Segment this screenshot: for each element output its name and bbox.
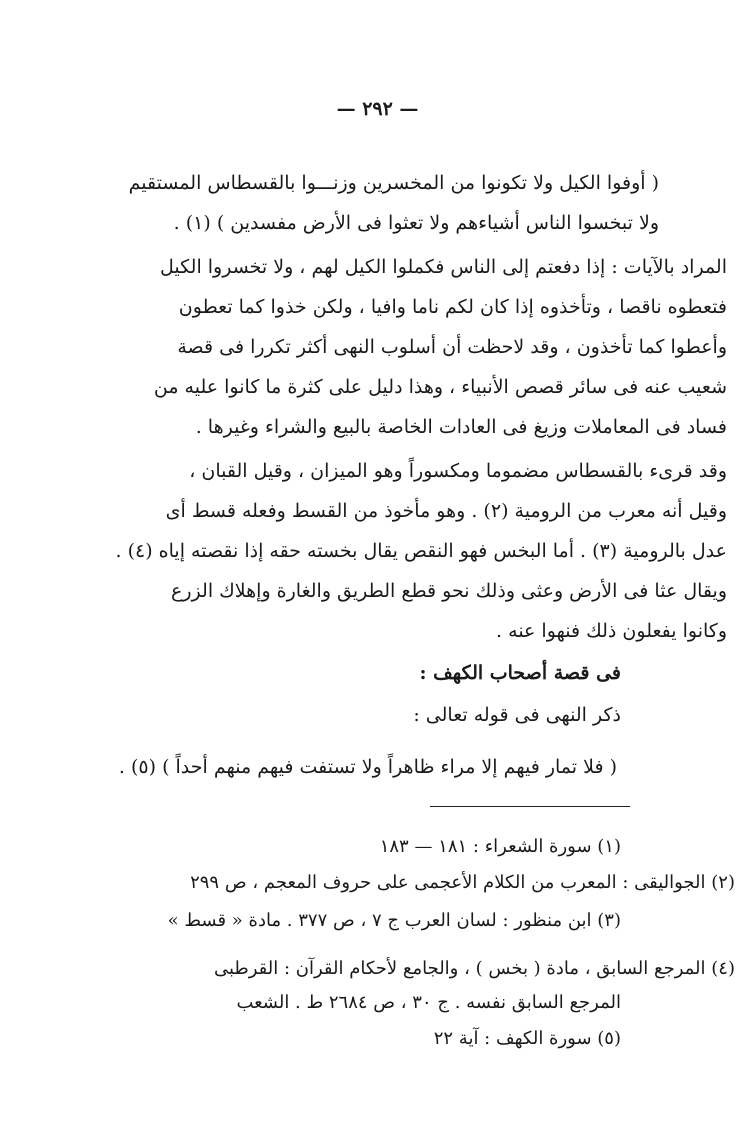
footnote-4: (٤) المرجع السابق ، مادة ( بخس ) ، والجامع لأحكام القرآن : القرطبى: [213, 958, 735, 979]
verse-kahf: ( فلا تمار فيهم إلا مراء ظاهراً ولا تستفت فيهم منهم أحداً ) (٥) .: [118, 756, 617, 778]
page-number: — ٢٩٢ —: [336, 98, 419, 120]
subheading: ذكر النهى فى قوله تعالى :: [413, 704, 621, 726]
paragraph1-line-2: فتعطوه ناقصا ، وتأخذوه إذا كان لكم ناما وافيا ، ولكن خذوا كما تعطون: [178, 296, 727, 318]
footnote-3: (٣) ابن منظور : لسان العرب ج ٧ ، ص ٣٧٧ . مادة « قسط »: [167, 910, 621, 931]
section-heading: فى قصة أصحاب الكهف :: [419, 662, 621, 684]
footnote-5: (٥) سورة الكهف : آية ٢٢: [433, 1028, 621, 1049]
paragraph2-line-1: وقد قرىء بالقسطاس مضموما ومكسوراً وهو الميزان ، وقيل القبان ،: [189, 460, 727, 482]
paragraph1-line-1: المراد بالآيات : إذا دفعتم إلى الناس فكملوا الكيل لهم ، ولا تخسروا الكيل: [160, 256, 727, 278]
verse-line-2: ولا تبخسوا الناس أشياءهم ولا تعثوا فى الأرض مفسدين ) (١) .: [173, 212, 659, 234]
paragraph1-line-3: وأعطوا كما تأخذون ، وقد لاحظت أن أسلوب النهى أكثر تكررا فى قصة: [177, 336, 727, 358]
verse-line-1: ( أوفوا الكيل ولا تكونوا من المخسرين وزنـــوا بالقسطاس المستقيم: [128, 172, 659, 194]
paragraph2-line-4: ويقال عثا فى الأرض وعثى وذلك نحو قطع الطريق والغارة وإهلاك الزرع: [171, 580, 727, 602]
footnote-separator: [430, 806, 630, 807]
paragraph2-line-3: عدل بالرومية (٣) . أما البخس فهو النقص يقال بخسته حقه إذا نقصته إياه (٤) .: [115, 540, 727, 562]
paragraph2-line-2: وقيل أنه معرب من الرومية (٢) . وهو مأخوذ من القسط وفعله قسط أى: [165, 500, 727, 522]
paragraph2-line-5: وكانوا يفعلون ذلك فنهوا عنه .: [496, 620, 727, 642]
paragraph1-line-4: شعيب عنه فى سائر قصص الأنبياء ، وهذا دليل على كثرة ما كانوا عليه من: [153, 376, 727, 398]
paragraph1-line-5: فساد فى المعاملات وزيغ فى العادات الخاصة بالبيع والشراء وغيرها .: [195, 416, 727, 438]
footnote-1: (١) سورة الشعراء : ١٨١ — ١٨٣: [379, 836, 621, 857]
footnote-2: (٢) الجواليقى : المعرب من الكلام الأعجمى على حروف المعجم ، ص ٢٩٩: [190, 872, 735, 893]
footnote-4-continued: المرجع السابق نفسه . ج ٣٠ ، ص ٢٦٨٤ ط . الشعب: [236, 992, 621, 1013]
